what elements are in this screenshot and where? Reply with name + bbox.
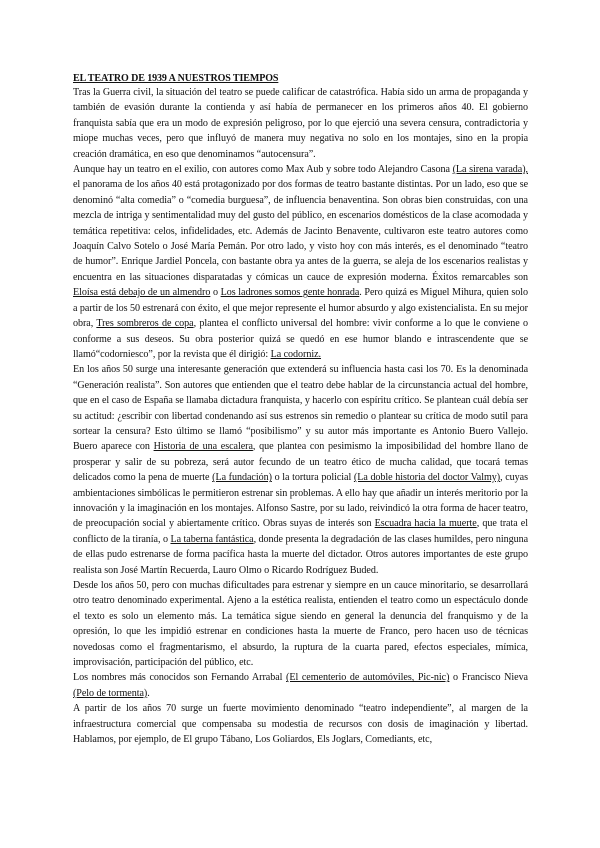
work-title: (La fundación) [212,472,272,484]
paragraph-text: . [147,687,150,699]
paragraph-text: , donde presenta la degradación de las clases humildes, pero ninguna de ellas pudo estrenarse de forma pacífica hasta la muerte del dictador. Otros autores importantes de este grupo realista son José Martín Recuerda, Lauro Olmo o Ricardo Rodríguez Buded. [73,533,529,576]
paragraph-text: el panorama de los años 40 está protagonizado por dos formas de teatro bastante distintas. Por un lado, eso que se denominó “alta comedia” o “comedia burguesa”, de influencia benaventina. Son obras bien construidas, con una mezcla de intriga y sentimentalidad muy del gusto del público, en escenarios domésticos de la clase acomodada y temática repetitiva: celos, infidelidades, etc. Además de Jacinto Benavente, cultivaron este teatro autores como Joaquín Calvo Sotelo o José María Pemán. Por otro lado, y visto hoy con más interés, es el denominado “teatro de humor”. Enrique Jardiel Poncela, con bastante obra ya antes de la guerra, se aleja de los escenarios realistas y encuentra en las situaciones disparatadas y cómicas un cauce de expresión moderna. Éxitos remarcables son [73,179,528,283]
paragraph-text: o Francisco Nieva [449,672,528,684]
work-title: La taberna fantástica [170,533,254,545]
paragraph-text: o [210,287,221,299]
work-title: (El cementerio de automóviles, Pic-nic) [286,672,450,684]
work-title: Los ladrones somos gente honrada [220,287,360,299]
paragraph-text: Desde los años 50, pero con muchas dificultades para estrenar y siempre en un cauce minoritario, se desarrollará otro teatro denominado experimental. Ajeno a la estética realista, entienden el teatro como un espectáculo donde el texto es solo un elemento más. La temática sigue siendo en general la denuncia del franquismo y de la opresión, lo que les impidió estrenar en condiciones hasta la muerte de Franco, pero hacen uso de técnicas novedosas como el fragmentarismo, el absurdo, la ruptura de la cuarta pared, efectos especiales, mímica, improvisación, participación del público, etc. [73,580,528,669]
work-title: Eloísa está debajo de un almendro [73,287,211,299]
paragraph [73,362,528,578]
document-body [73,85,528,747]
paragraph-text: Aunque hay un teatro en el exilio, con autores como Max Aub y sobre todo Alejandro Casona [73,164,453,176]
paragraph-text: En los años 50 surge una interesante generación que extenderá su influencia hasta casi los 70. Es la denominada “Generación realista”. Son autores que entienden que el teatro debe hablar de la circunstancia actual del hombre, que en el caso de España se llamaba dictadura franquista, y hacerlo con espíritu crítico. Se plantean cuál debía ser su actitud: ¿escribir con libertad condenando así sus estrenos sin remedio o plantear su crítica de modo sutil para sortear la censura? Esto último se llamó “posibilismo” y su autor más importante es Antonio Buero Vallejo. Buero aparece con [73,364,528,453]
paragraph [73,670,528,701]
paragraph-text: . Pero quizá es Miguel Mihura, quien solo a partir de los 50 estrenará con éxito, el que mejor represente el humor absurdo y algo existencialista. En su mejor obra, [73,287,528,330]
work-title: La codorniz. [270,348,321,360]
paragraph-text: Tras la Guerra civil, la situación del teatro se puede calificar de catastrófica. Había sido un arma de propaganda y también de evasión durante la contienda y así había de permanecer en los primeros años 40. El gobierno franquista sabía que era un modo de expresión peligroso, por lo que ejerció una severa censura, contradictoria y miope muchas veces, pero que influyó de manera muy negativa no solo en los montajes, sino en la propia creación dramática, en eso que denominamos “autocensura”. [73,87,528,160]
paragraph-text: A partir de los años 70 surge un fuerte movimiento denominado “teatro independiente”, al margen de la infraestructura comercial que compensaba su modestia de recursos con dosis de imaginación y libertad. Hablamos, por ejemplo, de El grupo Tábano, Los Goliardos, Els Joglars, Comediants, etc, [73,703,528,746]
paragraph [73,701,528,747]
document-title: EL TEATRO DE 1939 A NUESTROS TIEMPOS [73,73,279,84]
paragraph-text: , cuyas ambientaciones simbólicas le permitieron estrenar sin problemas. A ello hay que añadir un interés meritorio por la innovación y la imaginación en los montajes. Alfonso Sastre, por su lado, reivindicó la otra forma de hacer teatro, de preocupación social y abiertamente crítico. Obras suyas de interés son [73,472,528,530]
paragraph [73,162,528,362]
work-title: Tres sombreros de copa [96,318,194,330]
paragraph-text: o la tortura policial [271,472,354,484]
work-title: (La doble historia del doctor Valmy) [353,472,501,484]
paragraph-text: , que trata el conflicto de la tiranía, o [73,518,528,545]
work-title: (La sirena varada), [452,164,528,176]
work-title: (Pelo de tormenta) [73,687,148,699]
paragraph-text: , plantea el conflicto universal del hombre: vivir conforme a lo que le conviene o conforme a sus deseos. Su obra posterior quizá se quedó en ese humor blando e intrascendente que se llamó“codorniesco”, por la revista que él dirigió: [73,318,528,360]
paragraph-text: , que plantea con pesimismo la imposibilidad del hombre llano de prosperar y salir de su pobreza, será autor fecundo de un teatro ético de mucha calidad, que tocará temas delicados como la pena de muerte [73,441,528,484]
paragraph [73,85,528,162]
work-title: Historia de una escalera [153,441,253,453]
paragraph-text: Los nombres más conocidos son Fernando Arrabal [73,672,287,684]
work-title: Escuadra hacia la muerte [374,518,477,530]
paragraph [73,578,528,670]
